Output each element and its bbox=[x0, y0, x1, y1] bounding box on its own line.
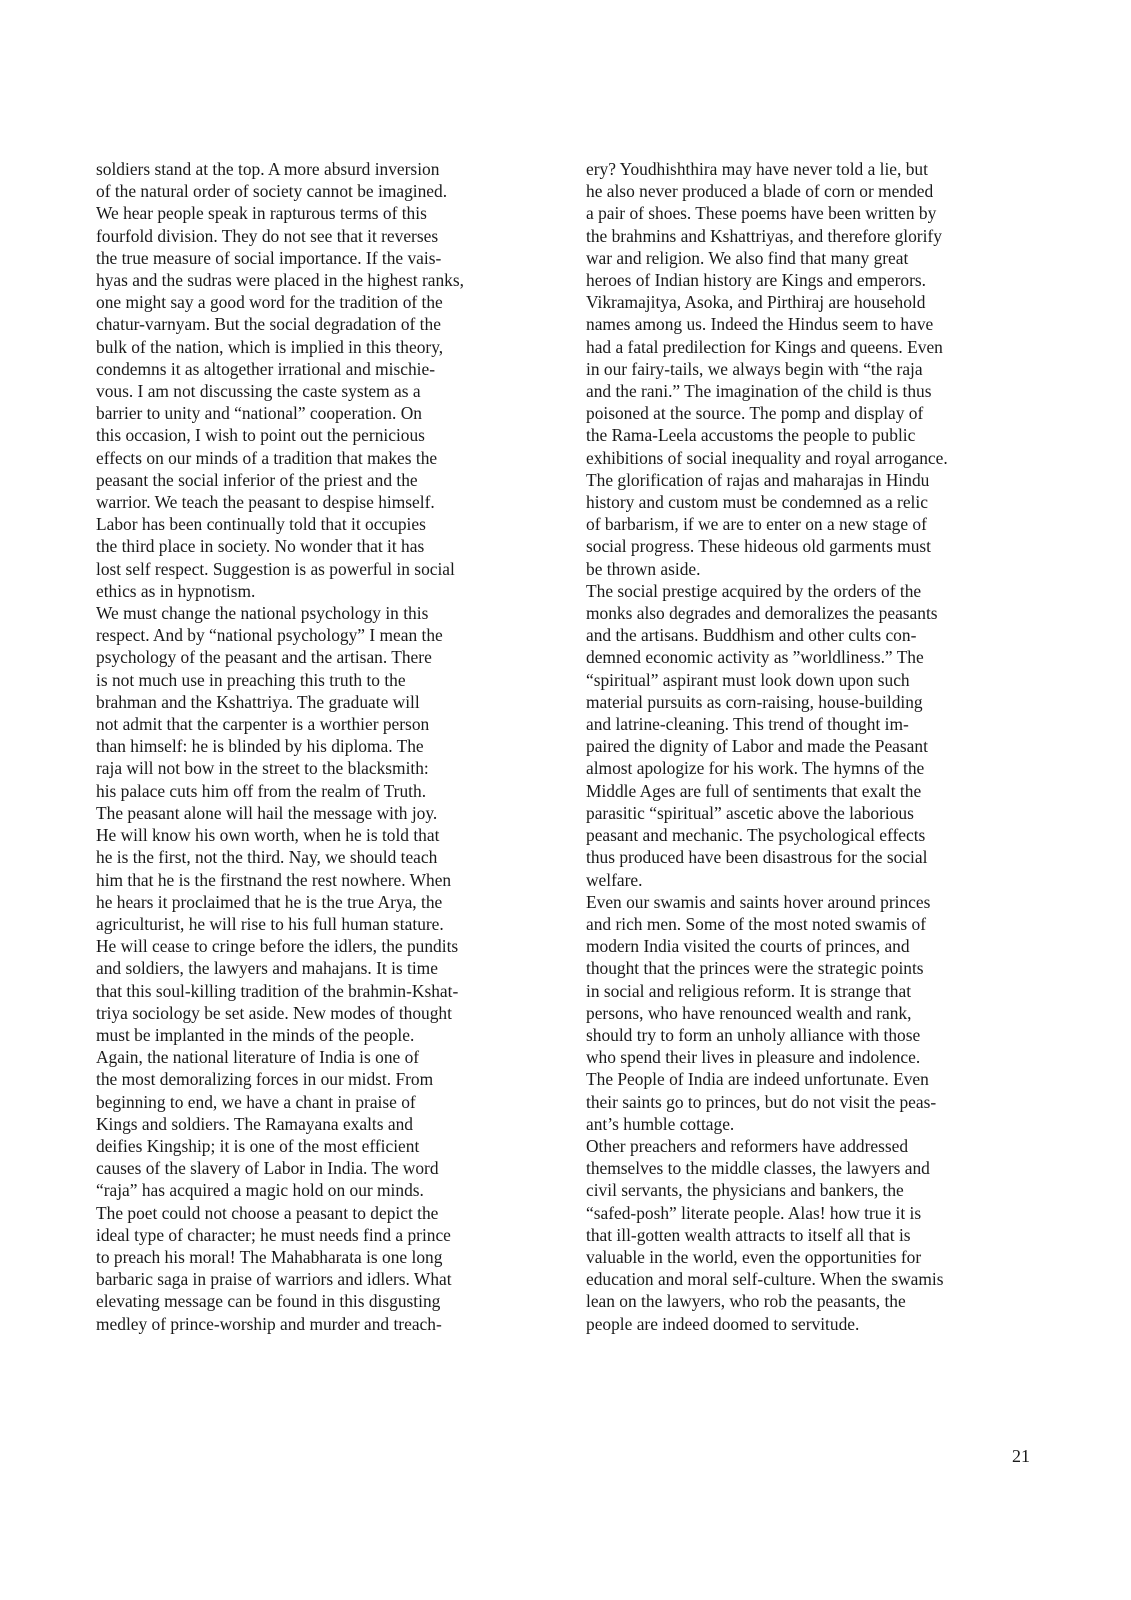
left-column-text: soldiers stand at the top. A more absurd inversion of the natural order of society cannot be imagined. We hear people speak in rapturous terms of this fourfold division. They do not see that it reverses the true measure of social importance. If the vais- hyas and the sudras were placed in the highest ranks, one might say a good word for the tradition of the chatur-varnyam. But the social degradation of the bulk of the nation, which is implied in this theory, condemns it as altogether irrational and mischie- vous. I am not discussing the caste system as a barrier to unity and “national” cooperation. On this occasion, I wish to point out the pernicious effects on our minds of a tradition that makes the peasant the social inferior of the priest and the warrior. We teach the peasant to despise himself. Labor has been continually told that it occupies the third place in society. No wonder that it has lost self respect. Suggestion is as powerful in social ethics as in hypnotism. We must change the national psychology in this respect. And by “national psychology” I mean the psychology of the peasant and the artisan. There is not much use in preaching this truth to the brahman and the Kshattriya. The graduate will not admit that the carpenter is a worthier person than himself: he is blinded by his diploma. The raja will not bow in the street to the blacksmith: his palace cuts him off from the realm of Truth. The peasant alone will hail the message with joy. He will know his own worth, when he is told that he is the first, not the third. Nay, we should teach him that he is the firstnand the rest nowhere. When he hears it proclaimed that he is the true Arya, the agriculturist, he will rise to his full human stature. He will cease to cringe before the idlers, the pundits and soldiers, the lawyers and mahajans. It is time that this soul-killing tradition of the brahmin-Kshat- triya sociology be set aside. New modes of thought must be implanted in the minds of the people. Again, the national literature of India is one of the most demoralizing forces in our midst. From beginning to end, we have a chant in praise of Kings and soldiers. The Ramayana exalts and deifies Kingship; it is one of the most efficient causes of the slavery of Labor in India. The word “raja” has acquired a magic hold on our minds. The poet could not choose a peasant to depict the ideal type of character; he must needs find a prince to preach his moral! The Mahabharata is one long barbaric saga in praise of warriors and idlers. What elevating message can be found in this disgusting medley of prince-worship and murder and treach- bbox=[96, 159, 464, 1334]
page-number: 21 bbox=[1012, 1446, 1030, 1466]
right-column-text: ery? Youdhishthira may have never told a lie, but he also never produced a blade of corn or mended a pair of shoes. These poems have been written by the brahmins and Kshattriyas, and therefore glorify war and religion. We also find that many great heroes of Indian history are Kings and emperors. Vikramajitya, Asoka, and Pirthiraj are household names among us. Indeed the Hindus seem to have had a fatal predilection for Kings and queens. Even in our fairy-tails, we always begin with “the raja and the rani.” The imagination of the child is thus poisoned at the source. The pomp and display of the Rama-Leela accustoms the people to public exhibitions of social inequality and royal arrogance. The glorification of rajas and maharajas in Hindu history and custom must be condemned as a relic of barbarism, if we are to enter on a new stage of social progress. These hideous old garments must be thrown aside. The social prestige acquired by the orders of the monks also degrades and demoralizes the peasants and the artisans. Buddhism and other cults con- demned economic activity as ”worldliness.” The “spiritual” aspirant must look down upon such material pursuits as corn-raising, house-building and latrine-cleaning. This trend of thought im- paired the dignity of Labor and made the Peasant almost apologize for his work. The hymns of the Middle Ages are full of sentiments that exalt the parasitic “spiritual” ascetic above the laborious peasant and mechanic. The psychological effects thus produced have been disastrous for the social welfare. Even our swamis and saints hover around princes and rich men. Some of the most noted swamis of modern India visited the courts of princes, and thought that the princes were the strategic points in social and religious reform. It is strange that persons, who have renounced wealth and rank, should try to form an unholy alliance with those who spend their lives in pleasure and indolence. The People of India are indeed unfortunate. Even their saints go to princes, but do not visit the peas- ant’s humble cottage. Other preachers and reformers have addressed themselves to the middle classes, the lawyers and civil servants, the physicians and bankers, the “safed-posh” literate people. Alas! how true it is that ill-gotten wealth attracts to itself all that is valuable in the world, even the opportunities for education and moral self-culture. When the swamis lean on the lawyers, who rob the peasants, the people are indeed doomed to servitude. bbox=[586, 159, 948, 1334]
